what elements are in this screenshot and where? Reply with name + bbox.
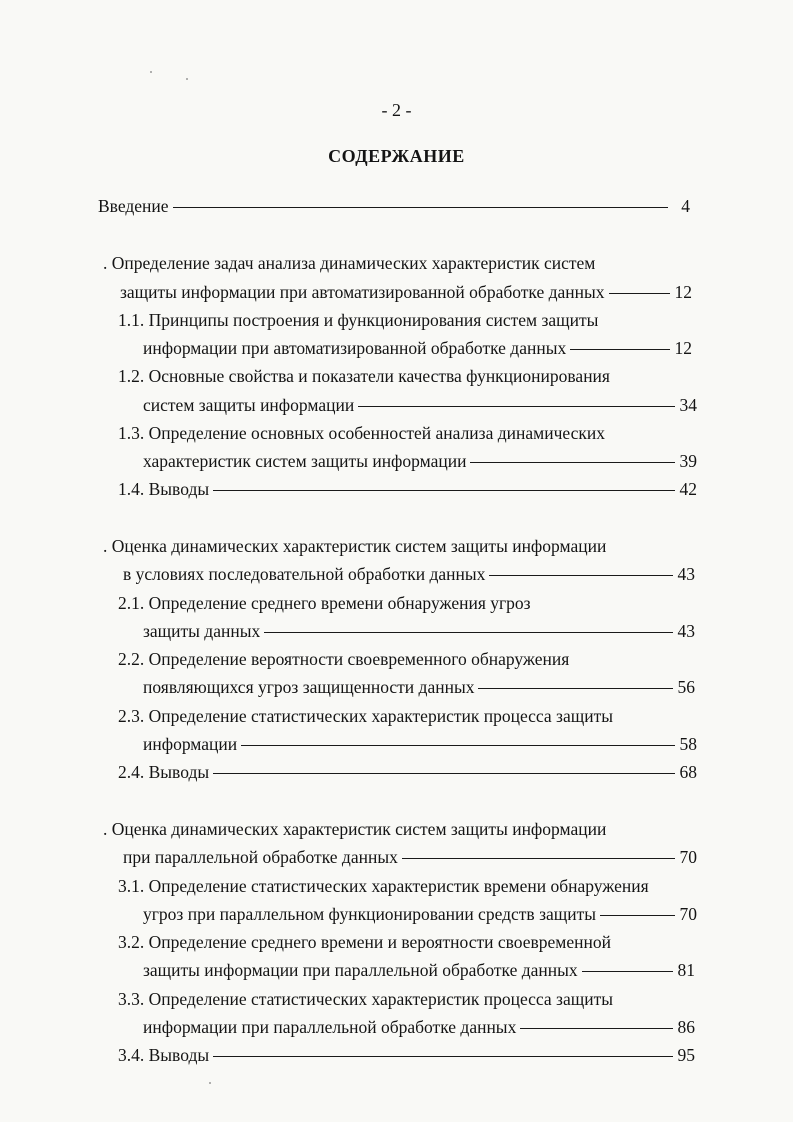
toc-entry-label: 2.4. Выводы xyxy=(118,762,210,782)
dot-leader xyxy=(402,858,675,859)
dot-leader xyxy=(609,293,670,294)
toc-section-2-4 xyxy=(118,759,697,785)
toc-section-1-1-line1: 1.1. Принципы построения и функционирования систем защиты xyxy=(118,310,599,330)
dot-leader xyxy=(489,575,673,576)
toc-entry-label: информации при автоматизированной обработке данных xyxy=(143,338,567,358)
toc-entry-label: Введение xyxy=(98,196,169,216)
toc-entry-label: информации xyxy=(143,734,238,754)
dot-leader xyxy=(358,406,675,407)
toc-entry-label: 3.4. Выводы xyxy=(118,1045,210,1065)
toc-section-3-1 xyxy=(143,901,697,927)
toc-section-1-3-line1: 1.3. Определение основных особенностей анализа динамических xyxy=(118,423,605,443)
toc-chapter-2 xyxy=(123,561,695,587)
toc-section-1-4 xyxy=(118,476,697,502)
toc-section-2-2-line1: 2.2. Определение вероятности своевременного обнаружения xyxy=(118,649,570,669)
toc-page-number: 95 xyxy=(677,1045,695,1065)
toc-page-number: 34 xyxy=(679,395,697,415)
dot-leader xyxy=(264,632,673,633)
toc-page-number: 70 xyxy=(679,847,697,867)
toc-section-1-3 xyxy=(143,448,697,474)
toc-section-3-1-line1: 3.1. Определение статистических характеристик времени обнаружения xyxy=(118,876,649,896)
toc-chapter-2-line1: . Оценка динамических характеристик систем защиты информации xyxy=(103,536,607,556)
toc-entry-label: 1.4. Выводы xyxy=(118,479,210,499)
toc-section-1-2-line1: 1.2. Основные свойства и показатели качества функционирования xyxy=(118,366,610,386)
page-number: - 2 - xyxy=(381,100,412,120)
toc-page-number: 68 xyxy=(679,762,697,782)
toc-section-2-1-line1: 2.1. Определение среднего времени обнаружения угроз xyxy=(118,593,531,613)
toc-section-3-3 xyxy=(143,1014,695,1040)
page-title: СОДЕРЖАНИЕ xyxy=(328,146,465,166)
toc-entry-label: защиты данных xyxy=(143,621,261,641)
toc-entry-label: характеристик систем защиты информации xyxy=(143,451,467,471)
toc-chapter-1-line1: . Определение задач анализа динамических характеристик систем xyxy=(103,253,596,273)
toc-entry-label: систем защиты информации xyxy=(143,395,355,415)
toc-section-3-3-line1: 3.3. Определение статистических характеристик процесса защиты xyxy=(118,989,613,1009)
dot-leader xyxy=(470,462,675,463)
toc-entry-intro xyxy=(98,193,690,219)
scan-speck xyxy=(150,71,152,73)
dot-leader xyxy=(570,349,670,350)
dot-leader xyxy=(173,207,668,208)
toc-entry-label: защиты информации при параллельной обработке данных xyxy=(143,960,578,980)
toc-chapter-3-line1: . Оценка динамических характеристик систем защиты информации xyxy=(103,819,607,839)
toc-section-2-3 xyxy=(143,731,697,757)
toc-section-2-1 xyxy=(143,618,695,644)
dot-leader xyxy=(600,915,675,916)
dot-leader xyxy=(478,688,673,689)
toc-page-number: 39 xyxy=(679,451,697,471)
toc-section-1-2 xyxy=(143,392,697,418)
toc-page-number: 12 xyxy=(674,282,692,302)
toc-section-2-2 xyxy=(143,674,695,700)
scan-speck xyxy=(186,78,188,80)
toc-page-number: 12 xyxy=(674,338,692,358)
toc-section-3-2-line1: 3.2. Определение среднего времени и вероятности своевременной xyxy=(118,932,611,952)
toc-entry-label: при параллельной обработке данных xyxy=(123,847,398,867)
dot-leader xyxy=(213,773,675,774)
toc-page-number: 43 xyxy=(677,564,695,584)
toc-page-number: 81 xyxy=(677,960,695,980)
toc-chapter-1 xyxy=(120,279,692,305)
toc-page-number: 43 xyxy=(677,621,695,641)
dot-leader xyxy=(213,1056,673,1057)
toc-page-number: 58 xyxy=(679,734,697,754)
toc-entry-label: появляющихся угроз защищенности данных xyxy=(143,677,475,697)
dot-leader xyxy=(520,1028,673,1029)
toc-page-number: 4 xyxy=(681,196,690,216)
toc-entry-label: информации при параллельной обработке данных xyxy=(143,1017,517,1037)
toc-chapter-3 xyxy=(123,844,697,870)
toc-section-3-2 xyxy=(143,957,695,983)
toc-section-3-4 xyxy=(118,1042,695,1068)
toc-entry-label: защиты информации при автоматизированной обработке данных xyxy=(120,282,605,302)
toc-page-number: 70 xyxy=(679,904,697,924)
dot-leader xyxy=(582,971,673,972)
toc-section-1-1 xyxy=(143,335,692,361)
toc-entry-label: угроз при параллельном функционировании средств защиты xyxy=(143,904,596,924)
toc-section-2-3-line1: 2.3. Определение статистических характеристик процесса защиты xyxy=(118,706,613,726)
toc-page-number: 56 xyxy=(677,677,695,697)
scan-speck xyxy=(209,1082,211,1084)
dot-leader xyxy=(241,745,675,746)
dot-leader xyxy=(213,490,675,491)
toc-entry-label: в условиях последовательной обработки данных xyxy=(123,564,486,584)
toc-page-number: 86 xyxy=(677,1017,695,1037)
toc-page-number: 42 xyxy=(679,479,697,499)
